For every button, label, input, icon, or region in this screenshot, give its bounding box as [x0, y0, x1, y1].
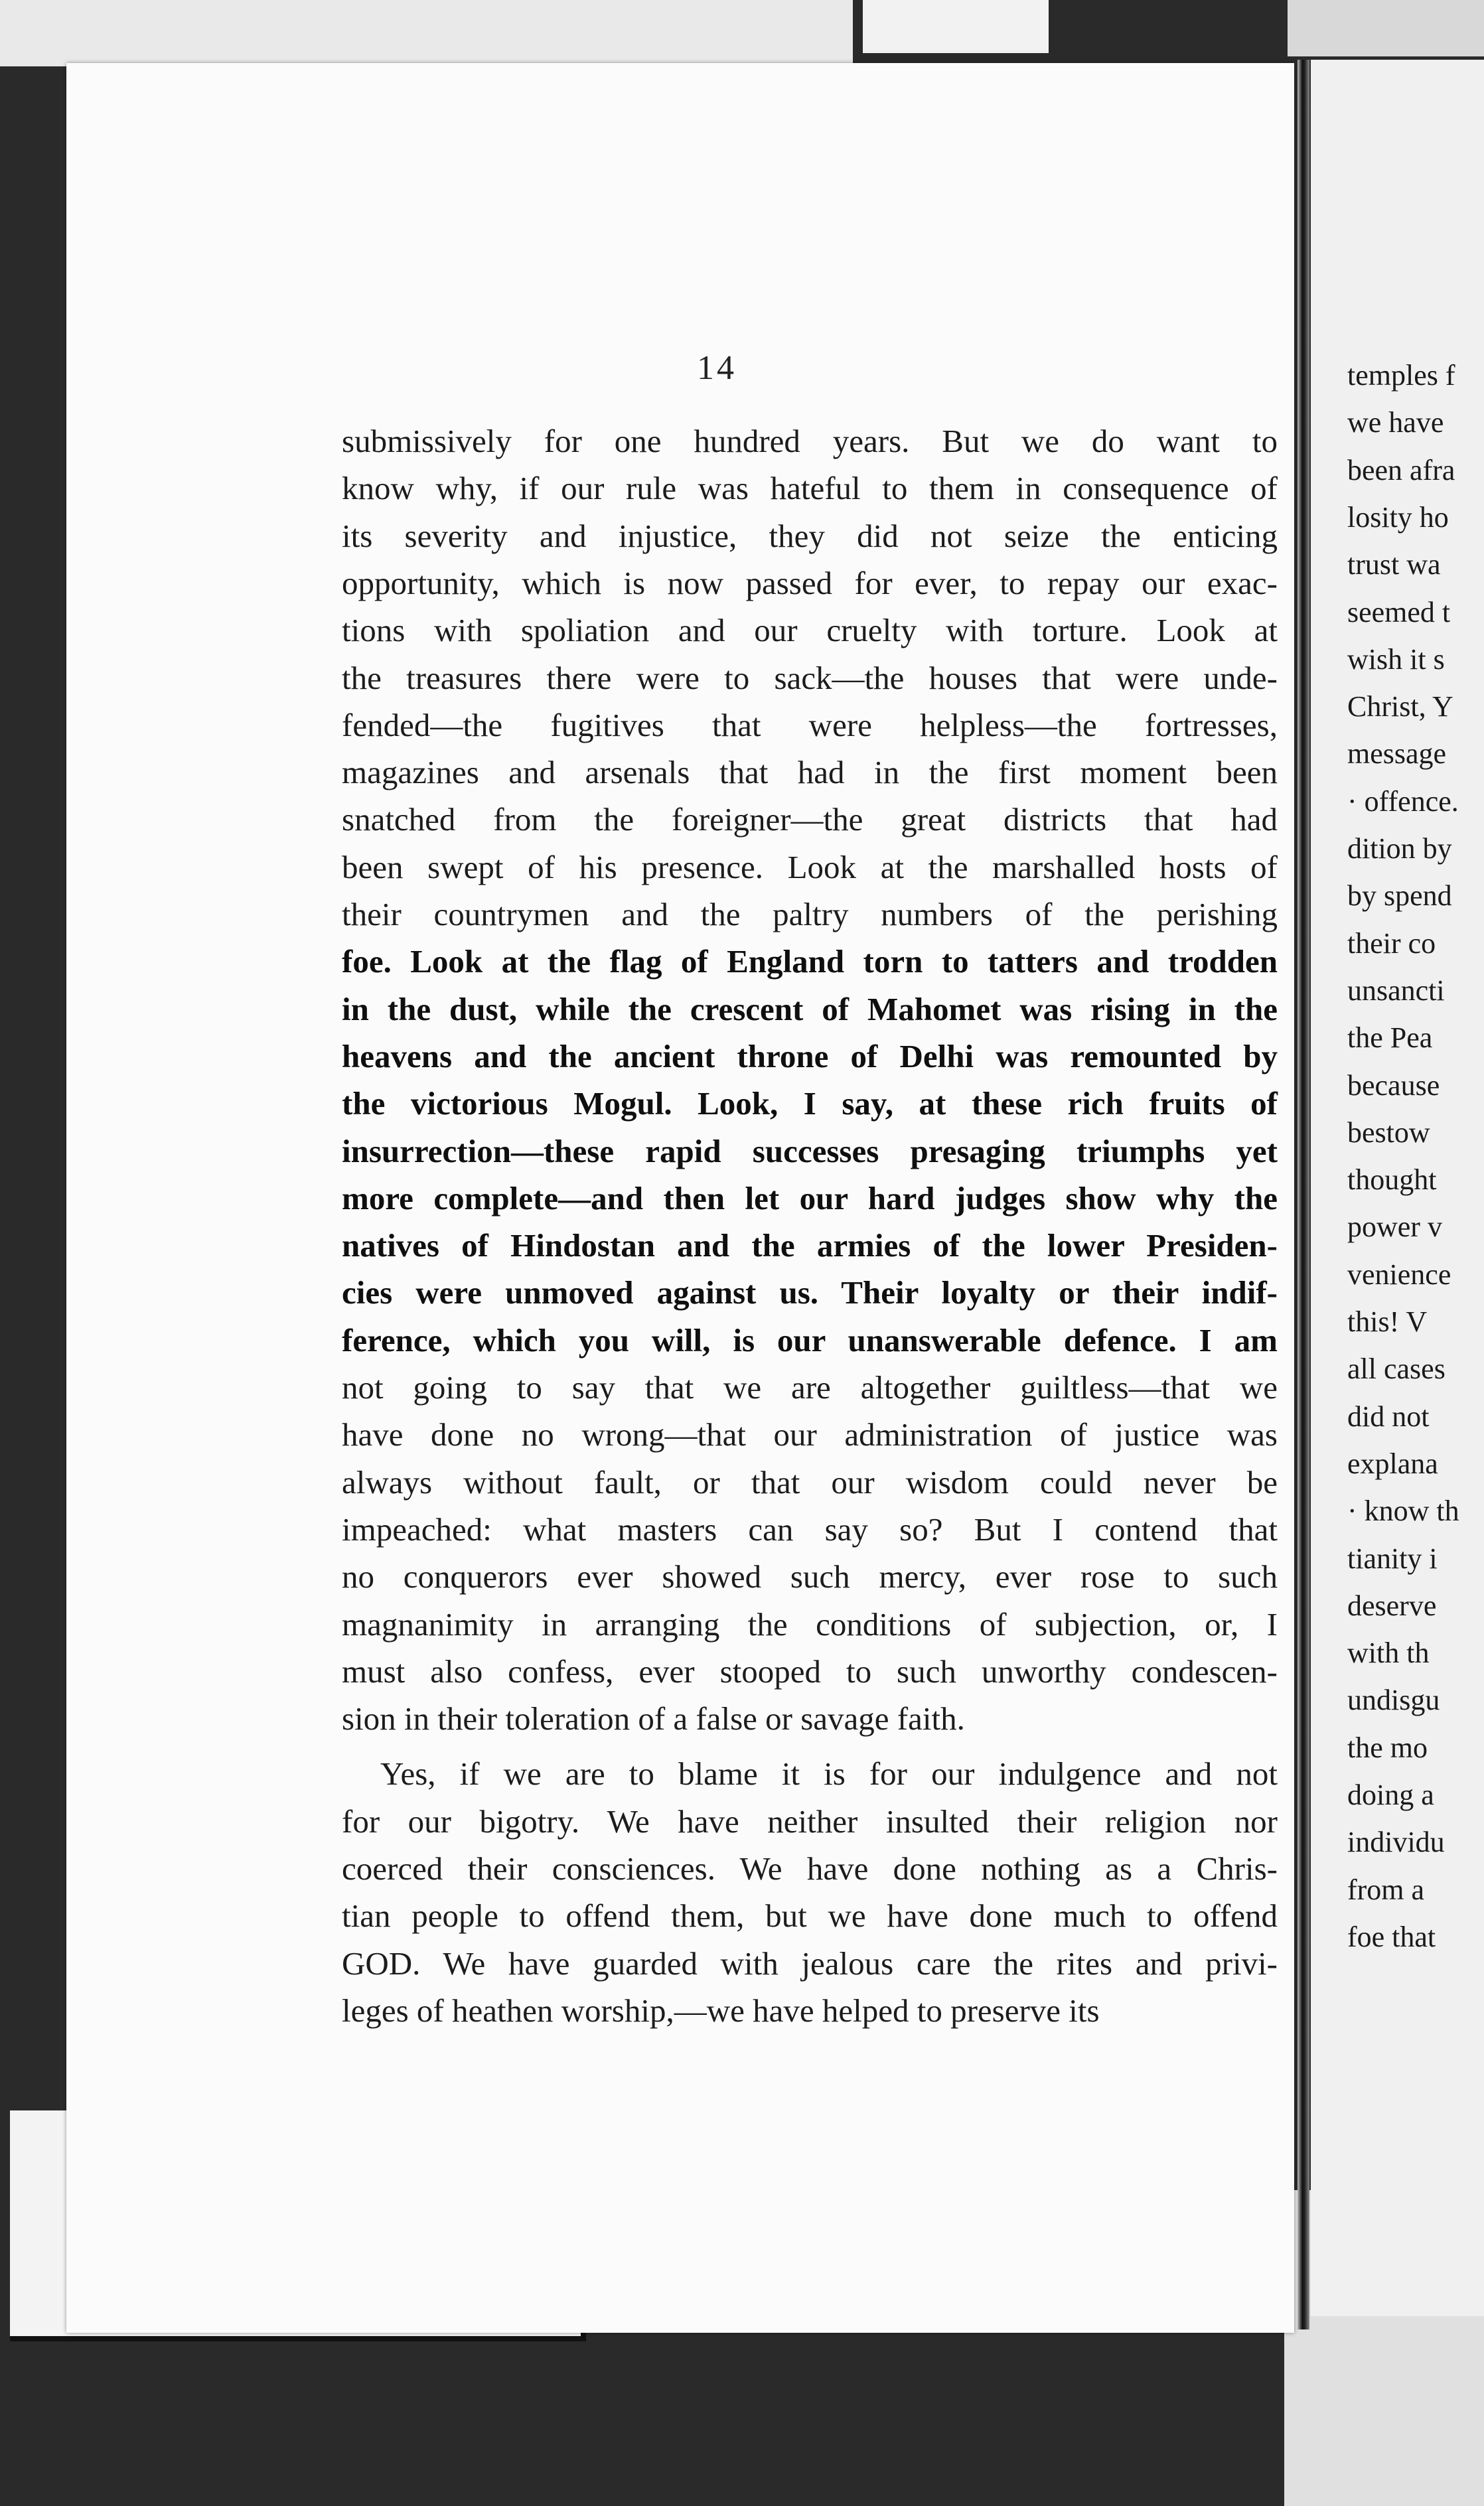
text-line: must also confess, ever stooped to such unworthy condescen-: [342, 1653, 1278, 1690]
text-line: tian people to offend them, but we have done much to offend: [342, 1897, 1278, 1935]
adjacent-text-line: the mo: [1347, 1731, 1428, 1764]
text-line: GOD. We have guarded with jealous care the rites and privi-: [342, 1945, 1278, 1982]
text-line: more complete—and then let our hard judges show why the: [342, 1179, 1278, 1216]
book-gutter: [1298, 60, 1309, 2329]
adjacent-text-line: Christ, Y: [1347, 690, 1453, 723]
text-line: ference, which you will, is our unanswerable defence. I am: [342, 1321, 1278, 1359]
text-line: cies were unmoved against us. Their loyalty or their indif-: [342, 1274, 1278, 1311]
text-line: Yes, if we are to blame it is for our indulgence and not: [380, 1755, 1278, 1793]
adjacent-text-line: foe that: [1347, 1920, 1436, 1953]
text-line: been swept of his presence. Look at the marshalled hosts of: [342, 848, 1278, 885]
adjacent-text-line: doing a: [1347, 1779, 1434, 1811]
text-line: sion in their toleration of a false or savage faith.: [342, 1700, 965, 1737]
text-line: its severity and injustice, they did not seize the enticing: [342, 517, 1278, 554]
text-line: tions with spoliation and our cruelty with torture. Look at: [342, 612, 1278, 649]
text-line: know why, if our rule was hateful to them in consequence of: [342, 470, 1278, 507]
adjacent-text-line: tianity i: [1347, 1542, 1438, 1575]
adjacent-text-line: undisgu: [1347, 1684, 1440, 1717]
text-line: have done no wrong—that our administration of justice was: [342, 1416, 1278, 1453]
adjacent-text-line: thought: [1347, 1163, 1437, 1197]
text-line: impeached: what masters can say so? But I contend that: [342, 1511, 1278, 1548]
adjacent-text-line: all cases: [1347, 1353, 1446, 1386]
adjacent-text-line: did not: [1347, 1400, 1430, 1433]
adjacent-text-line: from a: [1347, 1873, 1425, 1906]
text-line: for our bigotry. We have neither insulted their religion nor: [342, 1803, 1278, 1840]
adjacent-page: [1311, 60, 1484, 2316]
text-line: coerced their consciences. We have done nothing as a Chris-: [342, 1850, 1278, 1887]
text-line: leges of heathen worship,—we have helped to preserve its: [342, 1992, 1100, 2029]
adjacent-text-line: temples f: [1347, 359, 1455, 392]
scan-background-strip: [1288, 0, 1484, 56]
adjacent-text-line: we have: [1347, 406, 1444, 439]
adjacent-text-line: · offence.: [1347, 784, 1459, 818]
text-line: in the dust, while the crescent of Mahomet was rising in the: [342, 990, 1278, 1027]
adjacent-text-line: been afra: [1347, 453, 1455, 486]
adjacent-text-line: with th: [1347, 1637, 1430, 1670]
text-line: snatched from the foreigner—the great districts that had: [342, 801, 1278, 838]
text-line: their countrymen and the paltry numbers of the perishing: [342, 896, 1278, 932]
text-line: natives of Hindostan and the armies of the lower Presiden-: [342, 1227, 1278, 1264]
text-line: insurrection—these rapid successes presaging triumphs yet: [342, 1132, 1278, 1169]
adjacent-text-line: venience: [1347, 1258, 1451, 1291]
text-line: no conquerors ever showed such mercy, ever rose to such: [342, 1558, 1278, 1595]
adjacent-text-line: the Pea: [1347, 1021, 1433, 1055]
adjacent-text-line: losity ho: [1347, 500, 1449, 534]
text-line: magnanimity in arranging the conditions of subjection, or, I: [342, 1605, 1278, 1643]
text-line: the victorious Mogul. Look, I say, at these rich fruits of: [342, 1085, 1278, 1122]
text-line: submissively for one hundred years. But we do want to: [342, 423, 1278, 459]
page-number: 14: [697, 349, 737, 387]
adjacent-text-line: unsancti: [1347, 974, 1445, 1007]
adjacent-text-line: their co: [1347, 926, 1436, 960]
scan-background-strip: [863, 0, 1049, 53]
text-line: fended—the fugitives that were helpless—the fortresses,: [342, 706, 1278, 743]
text-line: opportunity, which is now passed for ever, to repay our exac-: [342, 564, 1278, 601]
adjacent-text-line: · know th: [1347, 1495, 1459, 1528]
text-line: the treasures there were to sack—the houses that were unde-: [342, 659, 1278, 696]
book-page: [66, 63, 1294, 2333]
adjacent-text-line: message: [1347, 737, 1447, 771]
text-line: heavens and the ancient throne of Delhi was remounted by: [342, 1037, 1278, 1074]
adjacent-text-line: dition by: [1347, 832, 1452, 865]
scan-background-strip: [0, 0, 853, 66]
text-line: not going to say that we are altogether guiltless—that we: [342, 1369, 1278, 1406]
text-line: magazines and arsenals that had in the first moment been: [342, 754, 1278, 791]
adjacent-text-line: seemed t: [1347, 595, 1451, 628]
adjacent-text-line: by spend: [1347, 879, 1452, 913]
adjacent-text-line: explana: [1347, 1447, 1438, 1480]
adjacent-text-line: power v: [1347, 1211, 1442, 1244]
adjacent-text-line: bestow: [1347, 1116, 1430, 1149]
adjacent-text-line: trust wa: [1347, 548, 1441, 581]
adjacent-text-line: individu: [1347, 1826, 1445, 1859]
adjacent-text-line: this! V: [1347, 1305, 1428, 1338]
adjacent-text-line: deserve: [1347, 1589, 1437, 1622]
text-line: foe. Look at the flag of England torn to tatters and trodden: [342, 943, 1278, 980]
text-line: always without fault, or that our wisdom could never be: [342, 1463, 1278, 1501]
adjacent-text-line: because: [1347, 1069, 1440, 1102]
adjacent-text-line: wish it s: [1347, 642, 1445, 676]
